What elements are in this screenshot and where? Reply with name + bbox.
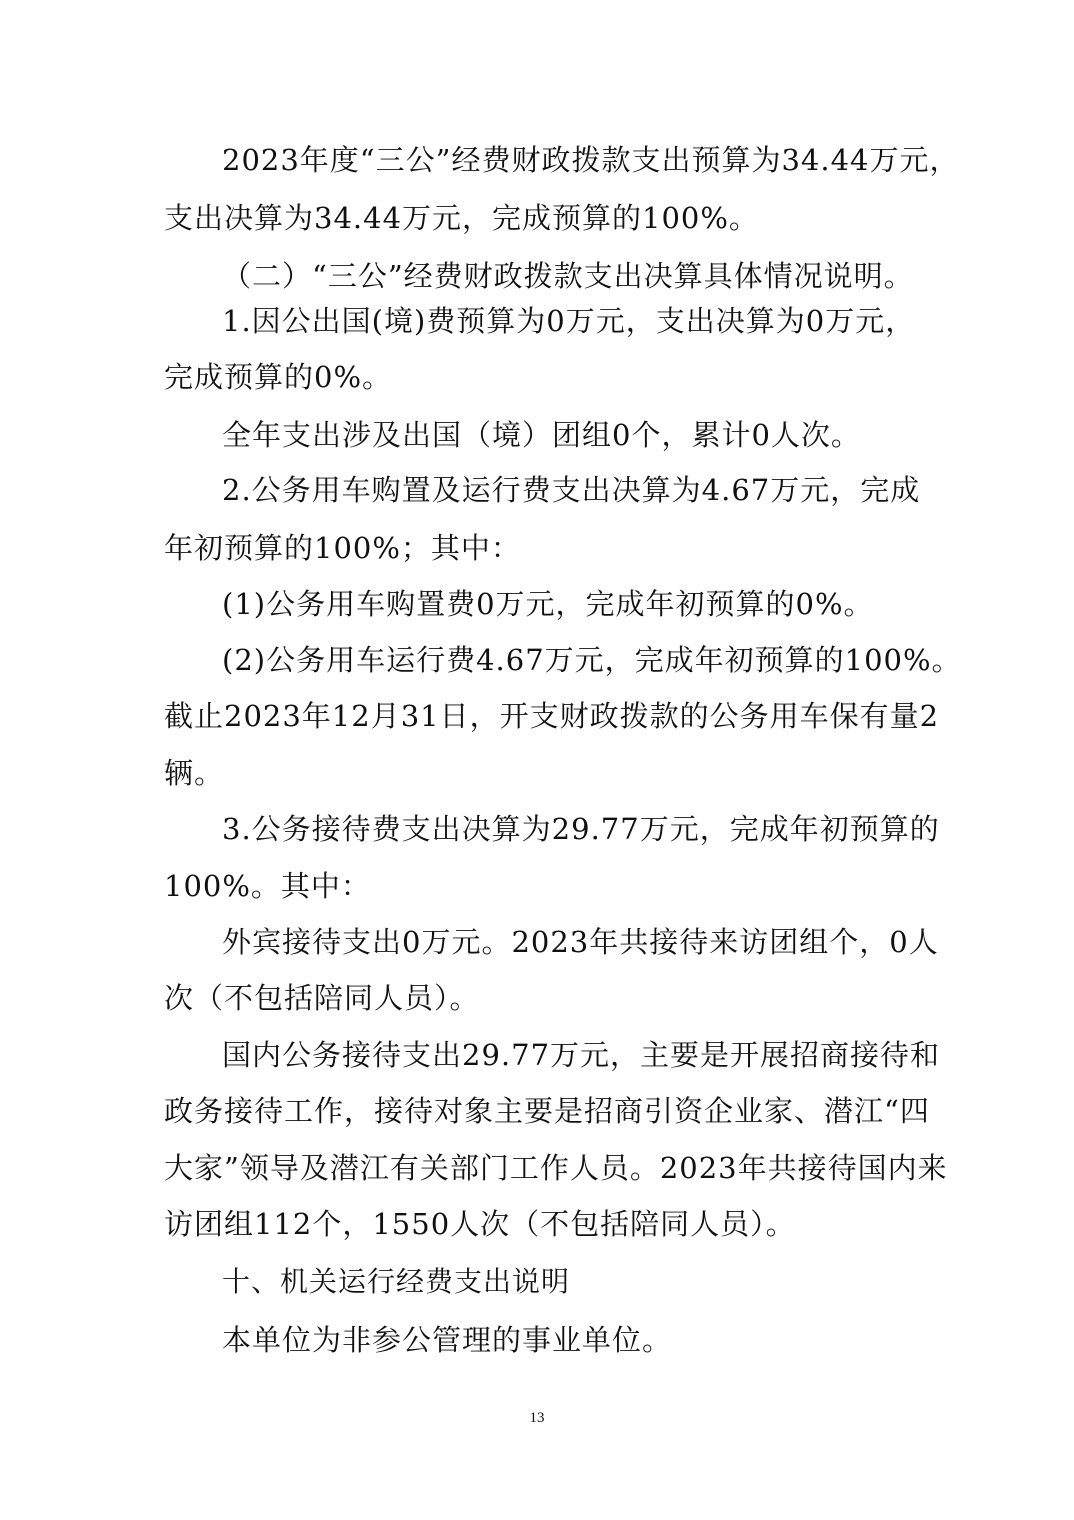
text-line: 访团组112个，1550人次（不包括陪同人员）。	[164, 1207, 796, 1241]
text-line: 年初预算的100%；其中：	[164, 531, 521, 565]
text-line: 外宾接待支出0万元。2023年共接待来访团组个，0人	[222, 925, 939, 959]
text-line: 大家”领导及潜江有关部门工作人员。2023年共接待国内来	[164, 1151, 948, 1185]
text-line: （二）“三公”经费财政拨款支出决算具体情况说明。	[222, 259, 914, 293]
text-line: 100%。其中：	[164, 869, 371, 903]
text-line: 3.公务接待费支出决算为29.77万元，完成年初预算的	[222, 812, 940, 846]
text-line: 次（不包括陪同人员）。	[164, 981, 480, 1015]
text-line: 辆。	[164, 756, 225, 790]
text-line: 截止2023年12月31日，开支财政拨款的公务用车保有量2	[164, 699, 940, 733]
text-line: 政务接待工作，接待对象主要是招商引资企业家、潜江“四	[164, 1094, 930, 1128]
section-heading: 十、机关运行经费支出说明	[222, 1265, 571, 1298]
text-line: 2.公务用车购置及运行费支出决算为4.67万元，完成	[222, 473, 921, 507]
text-line: 完成预算的0%。	[164, 360, 393, 394]
page-number: 13	[529, 1410, 545, 1426]
text-line: 支出决算为34.44万元，完成预算的100%。	[164, 201, 759, 235]
text-line: (1)公务用车购置费0万元，完成年初预算的0%。	[222, 587, 874, 621]
text-line: (2)公务用车运行费4.67万元，完成年初预算的100%。	[222, 643, 962, 677]
text-line: 1.因公出国(境)费预算为0万元，支出决算为0万元，	[222, 304, 916, 338]
text-line: 全年支出涉及出国（境）团组0个，累计0人次。	[222, 418, 861, 452]
text-line: 本单位为非参公管理的事业单位。	[222, 1323, 673, 1357]
text-line: 2023年度“三公”经费财政拨款支出预算为34.44万元，	[222, 143, 960, 177]
text-line: 国内公务接待支出29.77万元，主要是开展招商接待和	[222, 1038, 941, 1072]
